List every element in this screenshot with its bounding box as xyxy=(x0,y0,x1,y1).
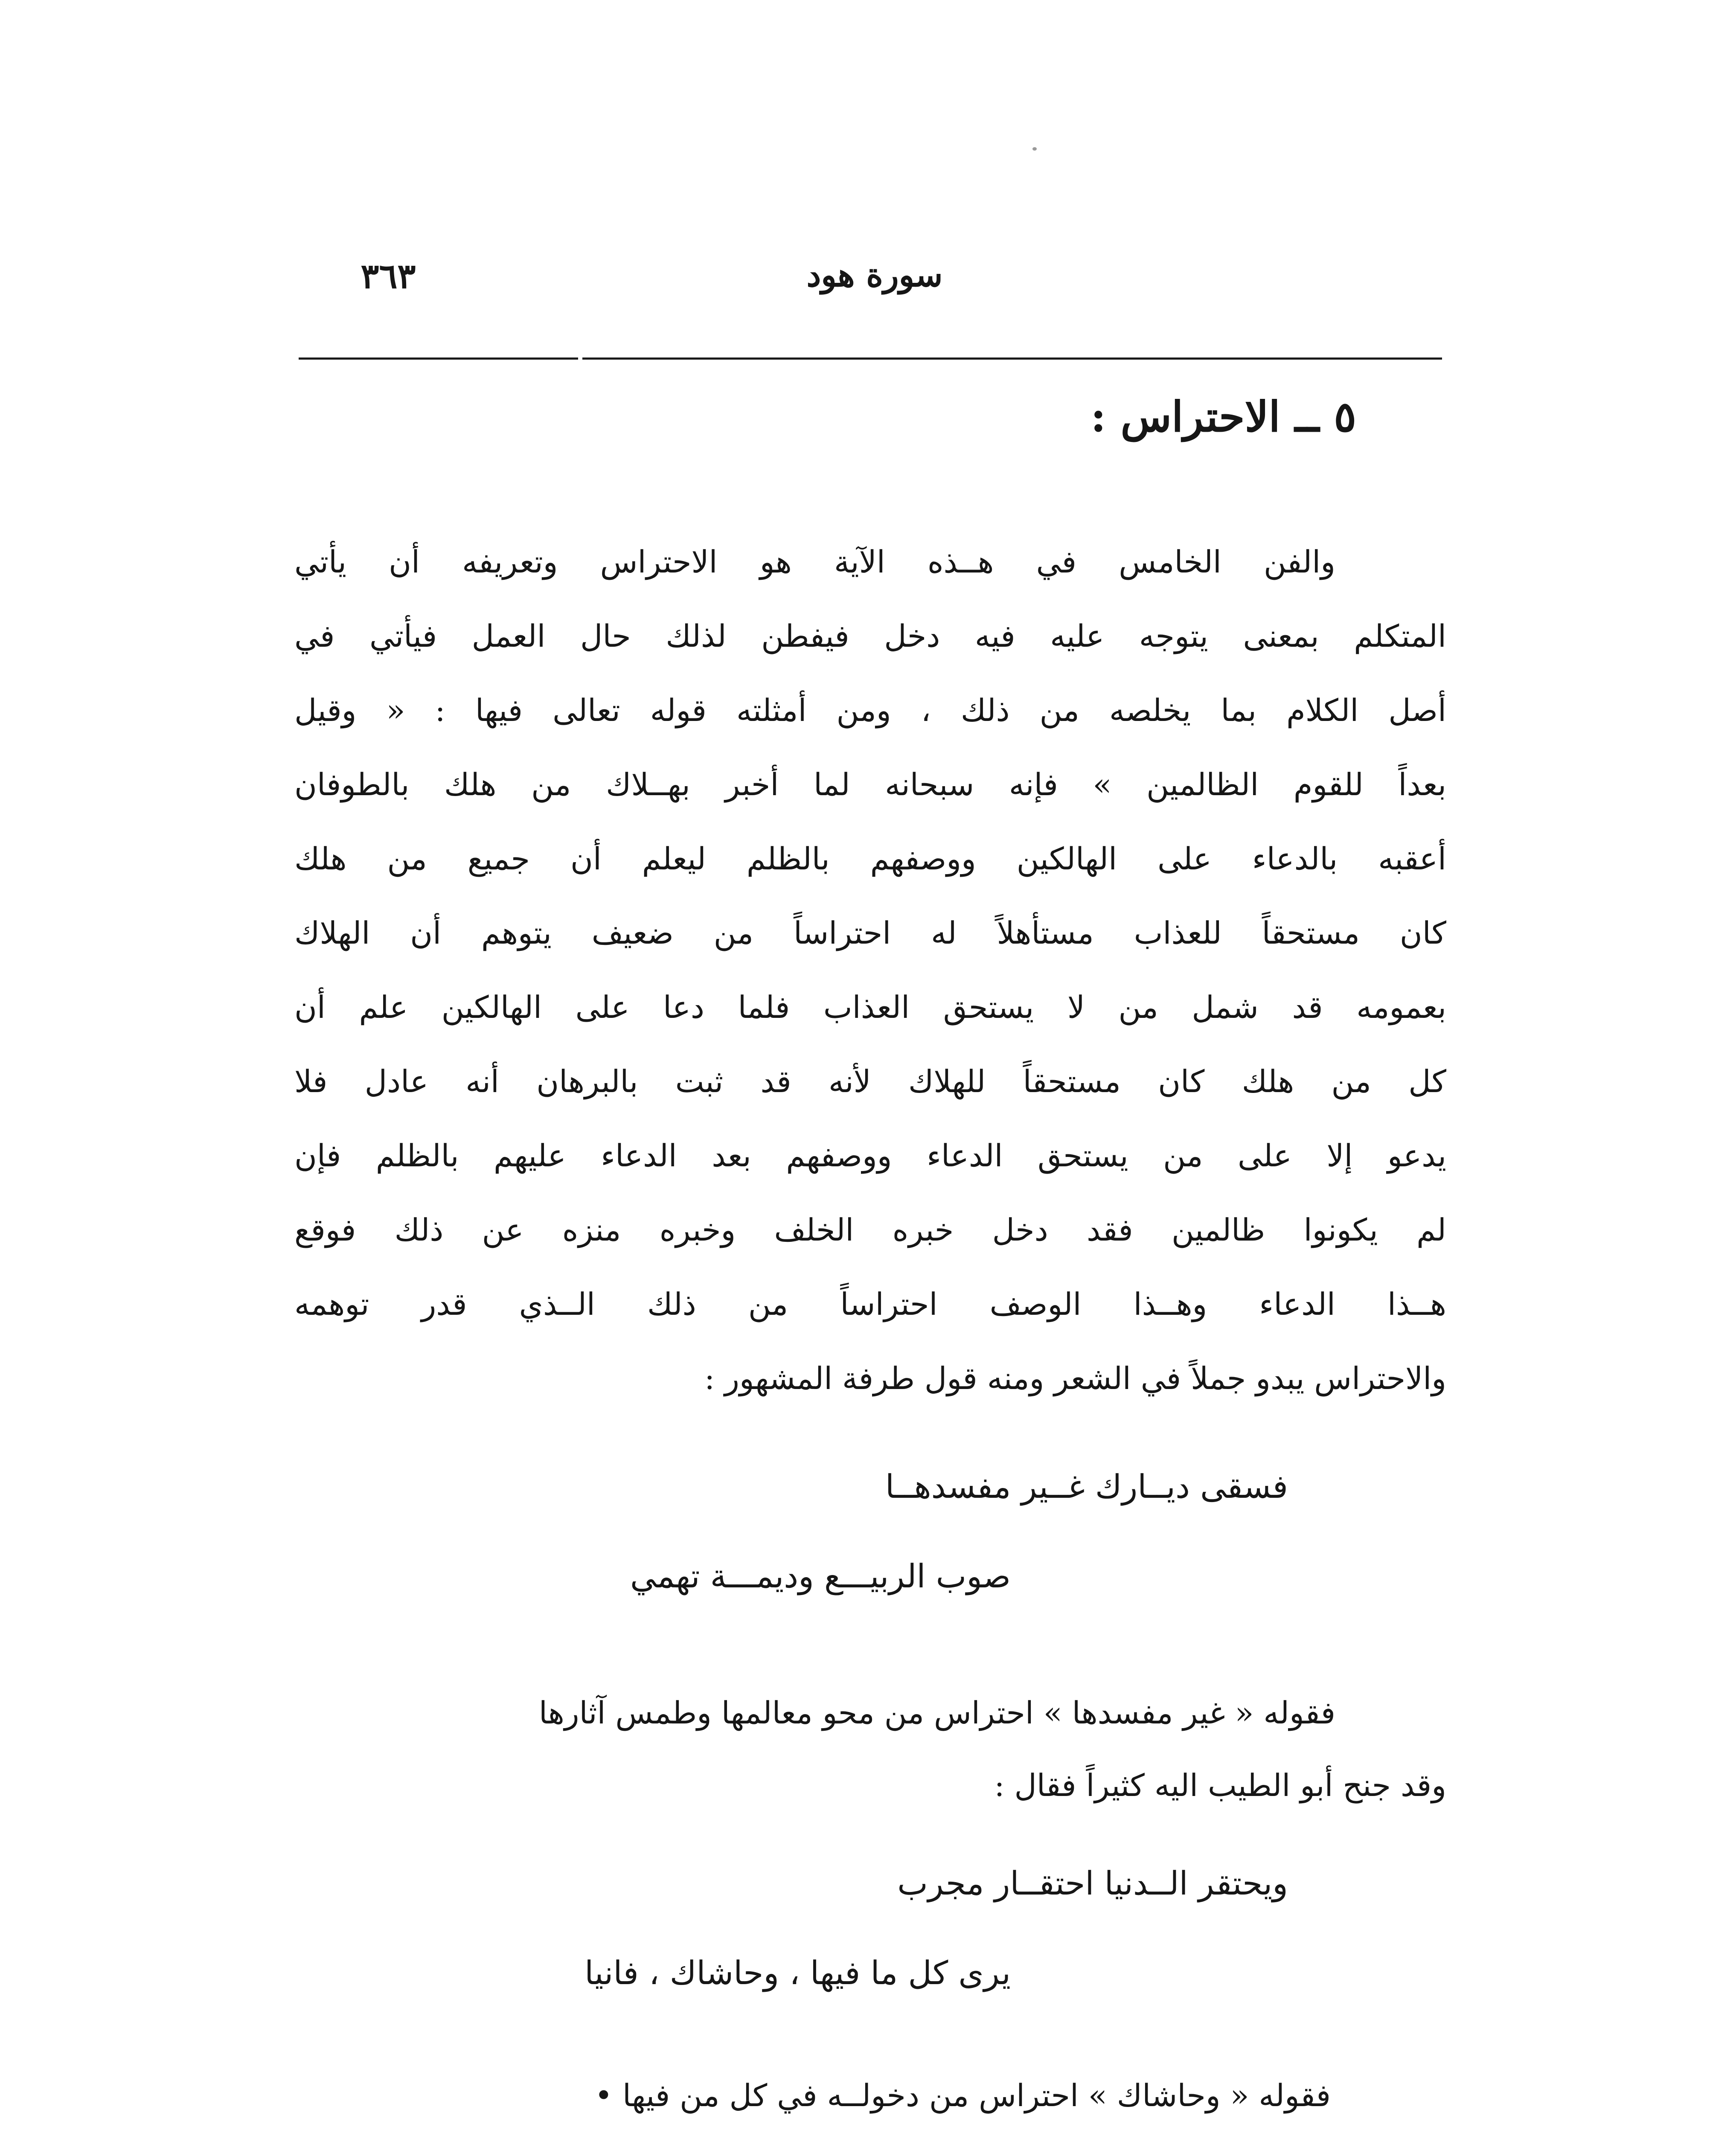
paragraph-line: أعقبه بالدعاء على الهالكين ووصفهم بالظلم ليعلم أن جميع من هلك xyxy=(294,841,1446,877)
paragraph-line: يدعو إلا على من يستحق الدعاء ووصفهم بعد الدعاء عليهم بالظلم فإن xyxy=(294,1138,1446,1174)
poem-2-second-hemistich: يرى كل ما فيها ، وحاشاك ، فانيا xyxy=(584,1954,1011,1992)
closing-line: فقوله « وحاشاك » احتراس من دخولــه في كل من فيها • xyxy=(594,2078,1331,2113)
poem-2-first-hemistich: ويحتقر الــدنيا احتقــار مجرب xyxy=(897,1864,1288,1902)
main-paragraph xyxy=(294,525,1446,1415)
paragraph-line: بعداً للقوم الظالمين » فإنه سبحانه لما أخبر بهــلاك من هلك بالطوفان xyxy=(294,767,1446,802)
page-number: ٣٦٣ xyxy=(361,256,416,296)
header-rule xyxy=(299,357,1442,360)
paragraph-line: وقد جنح أبو الطيب اليه كثيراً فقال : xyxy=(994,1767,1446,1803)
paragraph-line: فقوله « غير مفسدها » احتراس من محو معالمها وطمس آثارها xyxy=(538,1695,1335,1731)
running-header xyxy=(299,256,1442,316)
paragraph-line: أصل الكلام بما يخلصه من ذلك ، ومن أمثلته قوله تعالى فيها : « وقيل xyxy=(294,692,1446,728)
header-rule-break xyxy=(578,356,582,362)
paragraph-line: المتكلم بمعنى يتوجه عليه فيه دخل فيفطن لذلك حال العمل فيأتي في xyxy=(294,618,1446,654)
paragraph-line: كل من هلك كان مستحقاً للهلاك لأنه قد ثبت بالبرهان أنه عادل فلا xyxy=(294,1064,1446,1099)
poem-1-first-hemistich: فسقى ديــارك غــير مفسدهــا xyxy=(885,1468,1288,1505)
commentary-paragraph xyxy=(294,1677,1446,1822)
poem-1-second-hemistich: صوب الربيـــع وديمـــة تهمي xyxy=(630,1557,1011,1595)
sura-title: سورة هود xyxy=(806,256,943,294)
paragraph-line: هــذا الدعاء وهــذا الوصف احتراساً من ذلك الــذي قدر توهمه xyxy=(294,1286,1446,1322)
paragraph-line: لم يكونوا ظالمين فقد دخل خبره الخلف وخبره منزه عن ذلك فوقع xyxy=(294,1212,1446,1248)
section-heading: ٥ ــ الاحتراس : xyxy=(1090,392,1356,442)
paragraph-line: والفن الخامس في هــذه الآية هو الاحتراس وتعريفه أن يأتي xyxy=(294,544,1335,580)
paragraph-line: بعمومه قد شمل من لا يستحق العذاب فلما دعا على الهالكين علم أن xyxy=(294,989,1446,1025)
paragraph-line: والاحتراس يبدو جملاً في الشعر ومنه قول طرفة المشهور : xyxy=(704,1360,1446,1396)
scan-speck xyxy=(1032,147,1037,151)
paragraph-line: كان مستحقاً للعذاب مستأهلاً له احتراساً من ضعيف يتوهم أن الهلاك xyxy=(294,915,1446,951)
